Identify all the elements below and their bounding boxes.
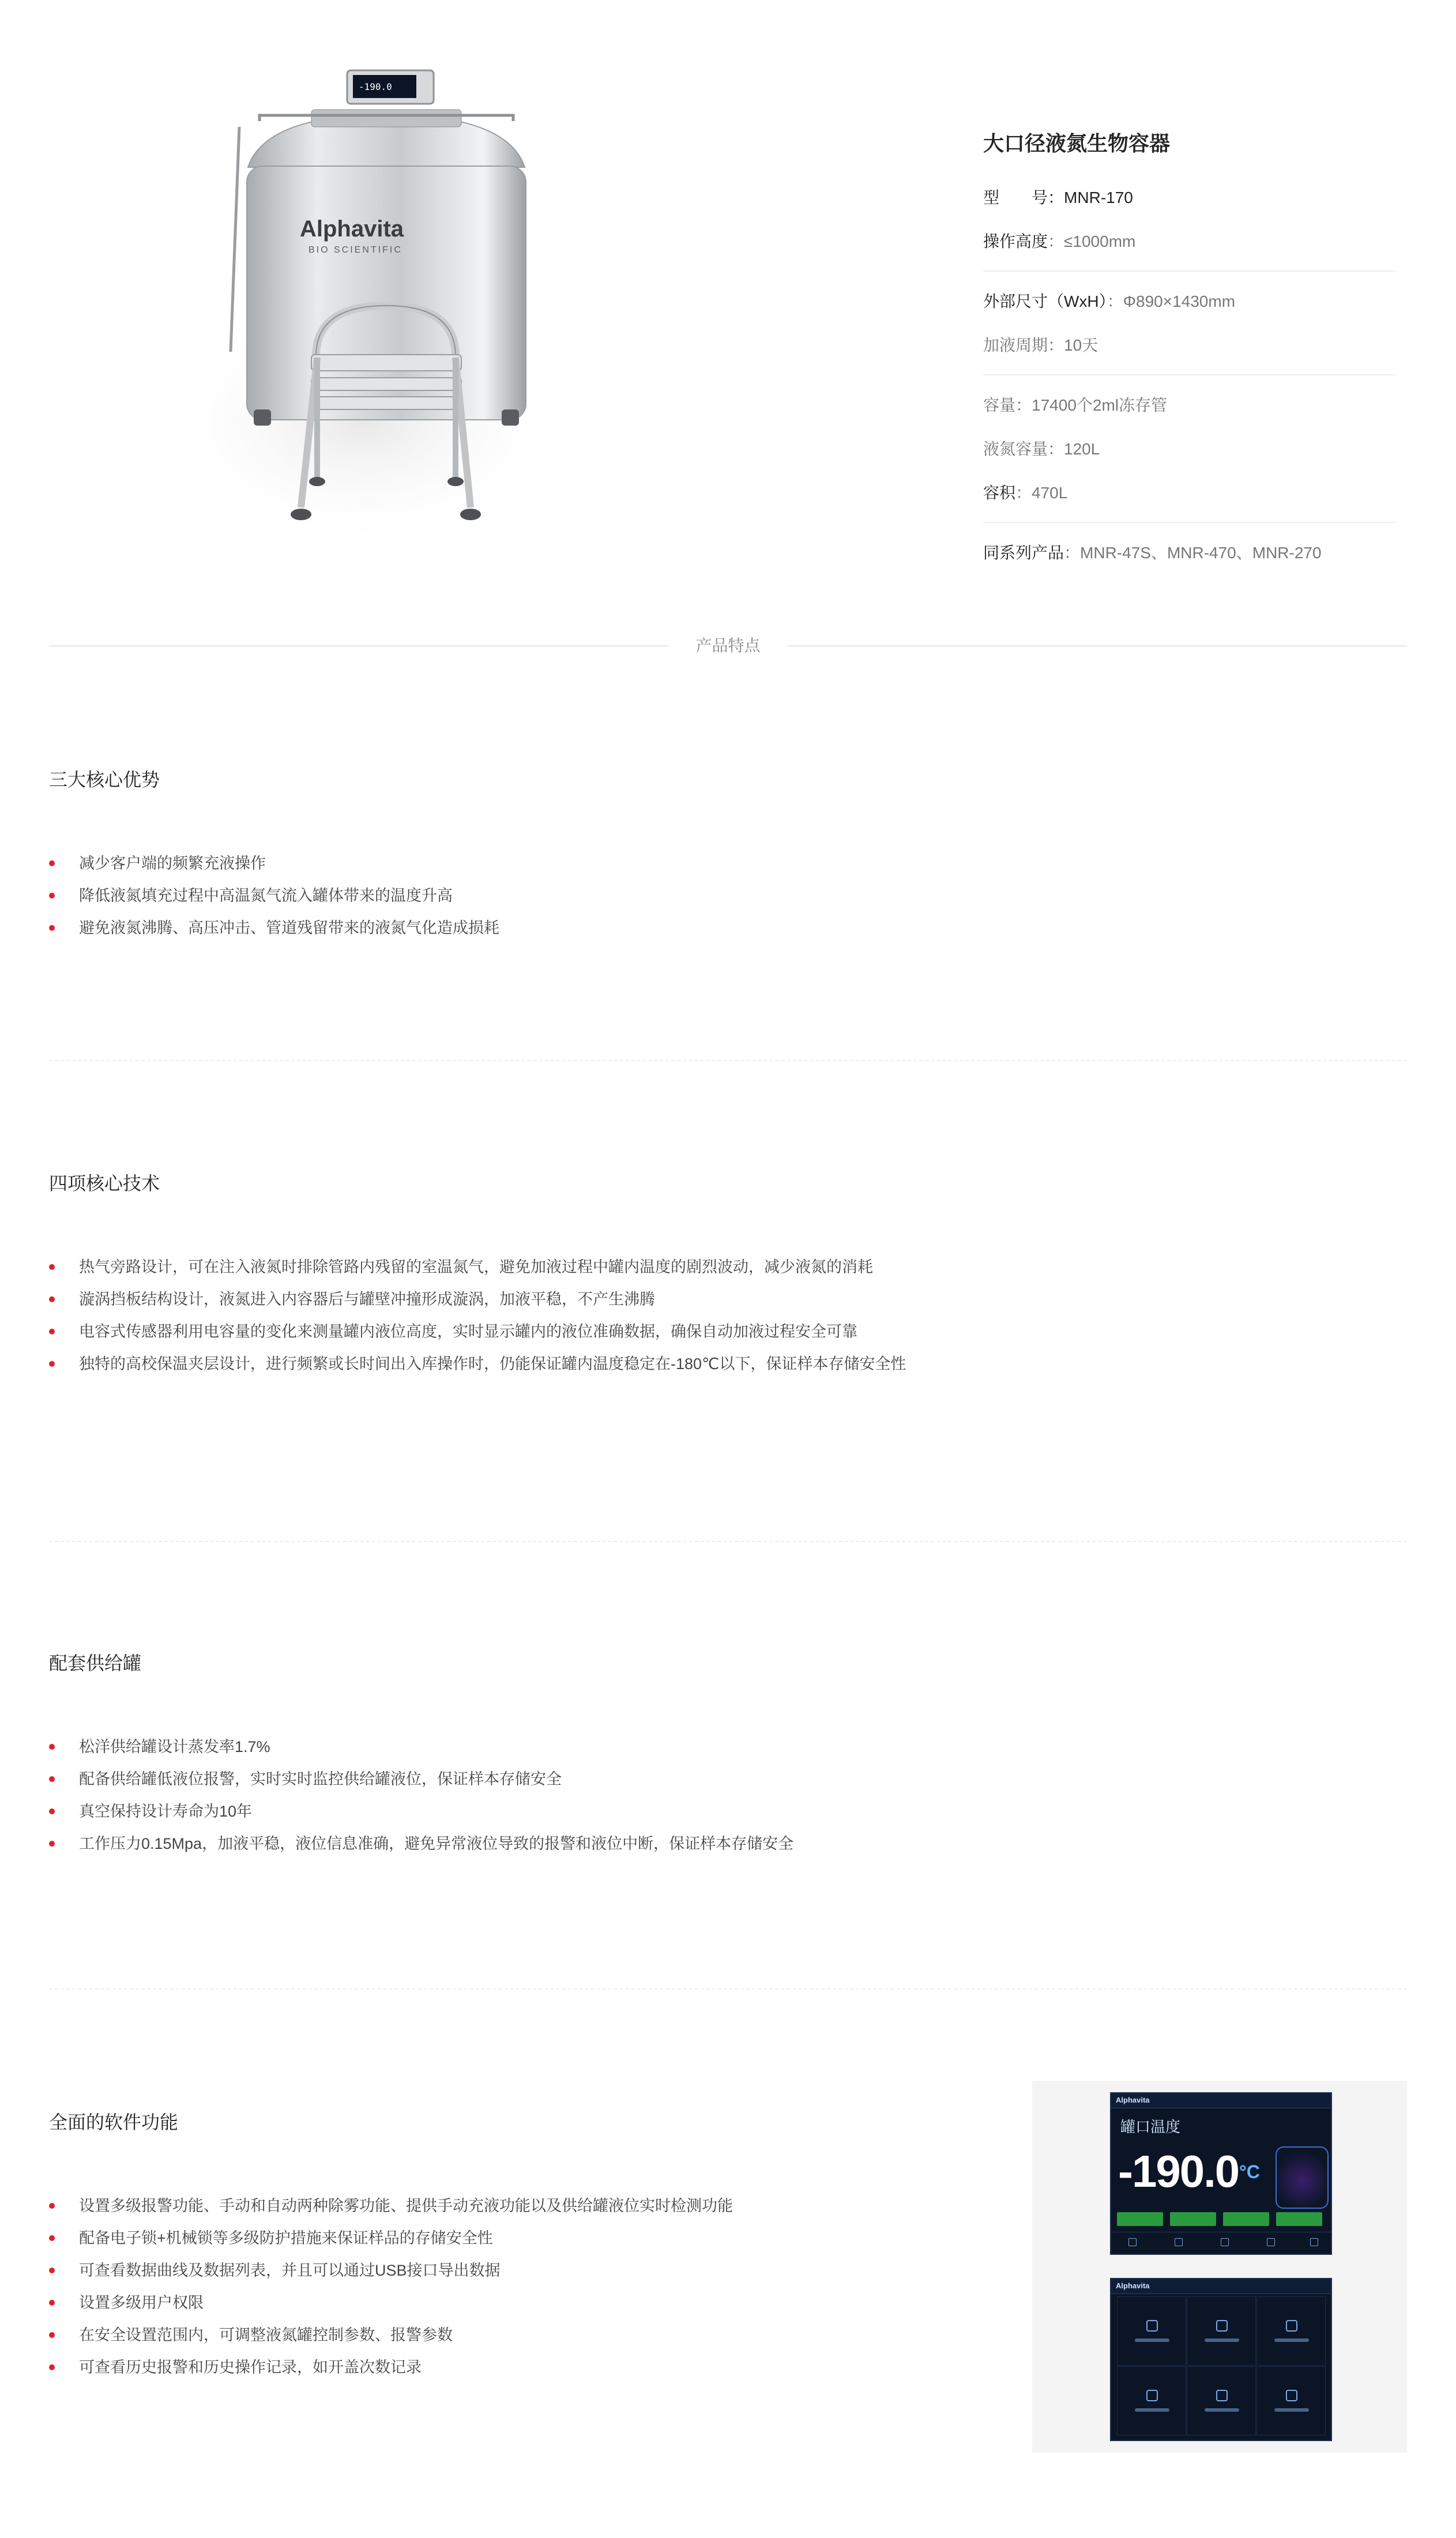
menu-tile bbox=[1256, 2296, 1326, 2366]
header-divider-right bbox=[787, 645, 1407, 646]
product-spec-panel bbox=[983, 130, 1398, 575]
nav-icon bbox=[1175, 2238, 1183, 2246]
spec-key: 容量 bbox=[983, 396, 1016, 414]
spec-value: 17400个2ml冻存管 bbox=[1032, 396, 1168, 414]
menu-tile-label bbox=[1274, 2338, 1309, 2342]
menu-tile bbox=[1256, 2366, 1326, 2435]
list-item: 降低液氮填充过程中高温氮气流入罐体带来的温度升高 bbox=[49, 879, 972, 912]
nav-icon bbox=[1267, 2238, 1275, 2246]
menu-tile-icon bbox=[1286, 2320, 1297, 2332]
features-header-label: 产品特点 bbox=[695, 637, 761, 655]
section-title: 三大核心优势 bbox=[49, 769, 160, 790]
list-item: 松洋供给罐设计蒸发率1.7% bbox=[49, 1731, 972, 1763]
spec-key: 型 bbox=[983, 189, 1000, 206]
spec-row-operation-height bbox=[983, 220, 1398, 264]
spec-divider bbox=[983, 270, 1395, 272]
spec-key: 操作高度 bbox=[983, 232, 1048, 250]
nav-icon bbox=[1221, 2238, 1229, 2246]
software-screen-temperature bbox=[1110, 2092, 1332, 2255]
spec-value: 120L bbox=[1064, 440, 1100, 458]
header-divider-left bbox=[49, 645, 669, 646]
menu-tile-icon bbox=[1146, 2390, 1158, 2401]
screen-title: 罐口温度 bbox=[1120, 2118, 1181, 2135]
nav-icon bbox=[1128, 2238, 1137, 2246]
list-item: 在安全设置范围内，可调整液氮罐控制参数、报警参数 bbox=[49, 2319, 1000, 2351]
section-software-features bbox=[49, 2110, 1000, 2383]
menu-tile bbox=[1117, 2366, 1186, 2435]
spec-sep: ： bbox=[1064, 544, 1081, 562]
section-core-technologies bbox=[49, 1171, 972, 1380]
menu-tile bbox=[1187, 2366, 1256, 2435]
screen-footer-nav bbox=[1111, 2232, 1331, 2254]
section-title: 全面的软件功能 bbox=[49, 2112, 179, 2133]
spec-key: 加液周期 bbox=[983, 336, 1048, 354]
list-item: 设置多级用户权限 bbox=[49, 2287, 1000, 2319]
brand-sub-text: BIO SCIENTIFIC bbox=[308, 245, 402, 255]
liquid-nitrogen-tank-illustration bbox=[144, 63, 582, 536]
menu-tile-label bbox=[1205, 2408, 1239, 2412]
spec-sep: ： bbox=[1048, 336, 1064, 354]
screen-status-buttons bbox=[1117, 2212, 1327, 2227]
features-header bbox=[49, 634, 1407, 657]
tank-display-text: -190.0 bbox=[359, 81, 392, 92]
screen-brand: Alphavita bbox=[1116, 2096, 1150, 2104]
spec-value: MNR-47S、MNR-470、MNR-270 bbox=[1080, 544, 1322, 562]
spec-sep: ： bbox=[1015, 484, 1032, 502]
spec-value: Φ890×1430mm bbox=[1123, 292, 1236, 310]
list-item: 热气旁路设计，可在注入液氮时排除管路内残留的室温氮气，避免加液过程中罐内温度的剧烈波动，减少液氮的消耗 bbox=[49, 1251, 963, 1283]
spec-value: 10天 bbox=[1064, 336, 1098, 354]
spec-row-refill-cycle bbox=[983, 324, 1398, 367]
screen-topbar bbox=[1111, 2279, 1331, 2294]
spec-value: ≤1000mm bbox=[1064, 232, 1136, 250]
section-divider bbox=[49, 1060, 1407, 1061]
menu-tile-icon bbox=[1146, 2320, 1158, 2332]
screen-temperature-value: -190.0 bbox=[1118, 2146, 1239, 2197]
spec-key: 液氮容量 bbox=[983, 440, 1048, 458]
menu-tile-label bbox=[1135, 2408, 1169, 2412]
bullet-list bbox=[49, 2190, 1000, 2383]
list-item: 可查看数据曲线及数据列表，并且可以通过USB接口导出数据 bbox=[49, 2254, 1000, 2287]
list-item: 减少客户端的频繁充液操作 bbox=[49, 847, 972, 879]
menu-tile-label bbox=[1205, 2338, 1239, 2342]
screen-temperature-unit: °C bbox=[1239, 2161, 1260, 2182]
spec-value: 470L bbox=[1032, 484, 1068, 502]
spec-sep: ： bbox=[1048, 232, 1064, 250]
spec-row-ln2-capacity bbox=[983, 427, 1398, 471]
list-item: 可查看历史报警和历史操作记录，如开盖次数记录 bbox=[49, 2351, 1000, 2383]
software-screen-menu bbox=[1110, 2278, 1332, 2441]
list-item: 设置多级报警功能、手动和自动两种除雾功能、提供手动充液功能以及供给罐液位实时检测功能 bbox=[49, 2190, 1000, 2222]
section-divider bbox=[49, 1988, 1407, 1990]
section-title: 四项核心技术 bbox=[49, 1173, 160, 1194]
section-core-advantages bbox=[49, 767, 972, 944]
menu-tile-icon bbox=[1216, 2320, 1228, 2332]
menu-tile bbox=[1187, 2296, 1256, 2366]
list-item: 电容式传感器利用电容量的变化来测量罐内液位高度，实时显示罐内的液位准确数据，确保自动加液过程安全可靠 bbox=[49, 1315, 963, 1348]
nav-icon bbox=[1310, 2238, 1318, 2246]
bullet-list bbox=[49, 1251, 963, 1380]
section-supply-tank bbox=[49, 1650, 972, 1860]
list-item: 漩涡挡板结构设计，液氮进入内容器后与罐壁冲撞形成漩涡，加液平稳，不产生沸腾 bbox=[49, 1283, 963, 1315]
spec-divider bbox=[983, 522, 1395, 523]
menu-tile-icon bbox=[1286, 2390, 1297, 2401]
spec-sep: ： bbox=[1048, 440, 1064, 458]
spec-key: 容积 bbox=[983, 484, 1016, 502]
spec-sep: ： bbox=[1015, 396, 1032, 414]
status-indicator bbox=[1276, 2212, 1322, 2226]
section-title: 配套供给罐 bbox=[49, 1653, 142, 1674]
list-item: 工作压力0.15Mpa，加液平稳，液位信息准确，避免异常液位导致的报警和液位中断，保证样本存储安全 bbox=[49, 1828, 972, 1860]
screen-topbar bbox=[1111, 2093, 1331, 2108]
product-title: 大口径液氮生物容器 bbox=[983, 131, 1171, 155]
list-item: 配备电子锁+机械锁等多级防护措施来保证样品的存储安全性 bbox=[49, 2222, 1000, 2254]
screen-brand: Alphavita bbox=[1116, 2281, 1150, 2290]
list-item: 独特的高校保温夹层设计，进行频繁或长时间出入库操作时，仍能保证罐内温度稳定在-180℃以下，保证样本存储安全性 bbox=[49, 1348, 963, 1380]
status-indicator bbox=[1170, 2212, 1216, 2226]
spec-row-volume bbox=[983, 471, 1398, 515]
status-indicator bbox=[1223, 2212, 1269, 2226]
tank-graphic-icon bbox=[1276, 2146, 1329, 2209]
bullet-list bbox=[49, 847, 972, 944]
spec-row-capacity bbox=[983, 383, 1398, 427]
spec-value: MNR-170 bbox=[1064, 189, 1133, 206]
list-item: 真空保持设计寿命为10年 bbox=[49, 1795, 972, 1828]
list-item: 避免液氮沸腾、高压冲击、管道残留带来的液氮气化造成损耗 bbox=[49, 912, 972, 944]
spec-divider bbox=[983, 374, 1395, 375]
bullet-list bbox=[49, 1731, 972, 1860]
spec-row-dimensions bbox=[983, 280, 1398, 324]
brand-logo-text: Alphavita bbox=[300, 216, 404, 242]
status-indicator bbox=[1117, 2212, 1163, 2226]
spec-key: 外部尺寸（WxH） bbox=[983, 292, 1107, 310]
product-image bbox=[144, 63, 582, 536]
section-divider bbox=[49, 1541, 1407, 1542]
menu-tile-label bbox=[1274, 2408, 1309, 2412]
list-item: 配备供给罐低液位报警，实时实时监控供给罐液位，保证样本存储安全 bbox=[49, 1763, 972, 1795]
spec-key: 同系列产品 bbox=[983, 544, 1064, 562]
menu-tile-label bbox=[1135, 2338, 1169, 2342]
spec-sep: ： bbox=[1107, 292, 1123, 310]
spec-row-model bbox=[983, 176, 1398, 220]
spec-sep: ： bbox=[1048, 189, 1064, 206]
spec-row-series bbox=[983, 531, 1398, 575]
spec-key: 号 bbox=[1032, 189, 1048, 206]
menu-tile bbox=[1117, 2296, 1186, 2366]
menu-tile-icon bbox=[1216, 2390, 1228, 2401]
